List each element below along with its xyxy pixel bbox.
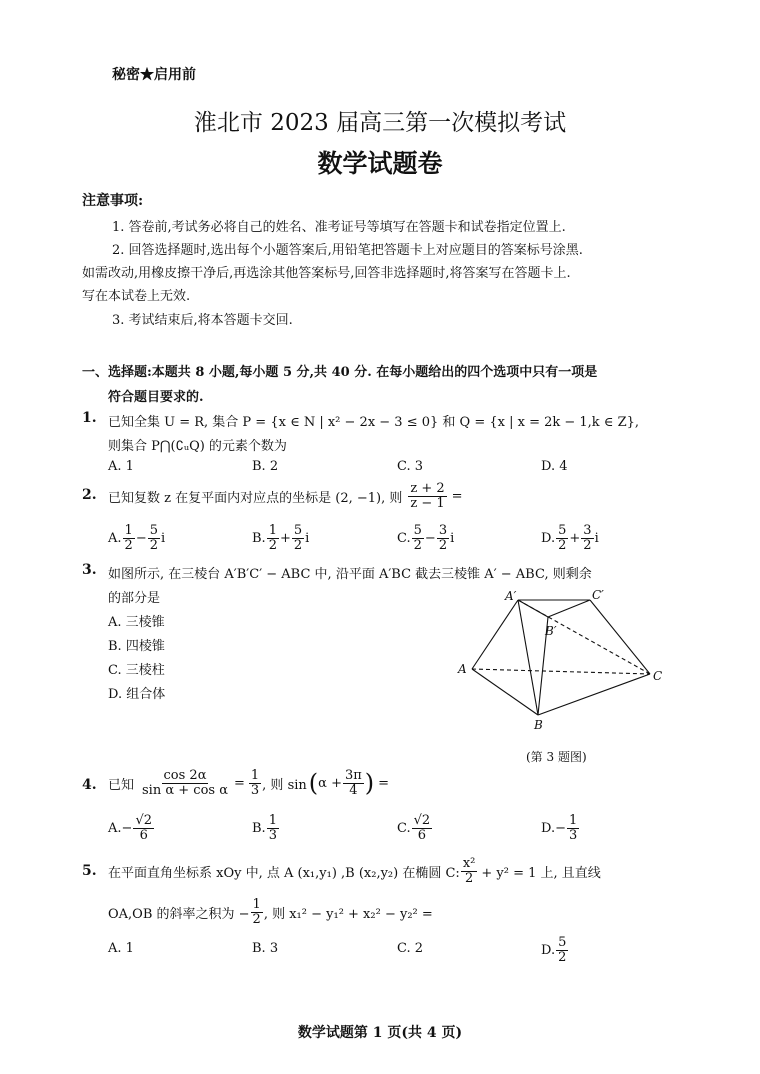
question-3-number: 3. [82, 562, 97, 578]
option-label: D. [541, 530, 556, 546]
fraction [556, 936, 568, 964]
fraction [140, 769, 230, 797]
fraction-denominator: z − 1 [410, 495, 445, 511]
imaginary-unit: i [305, 530, 310, 546]
question-5-option-b: B. 3 [252, 941, 279, 956]
vertex-label-c1: C′ [592, 588, 604, 602]
question-2-number: 2. [82, 487, 97, 503]
vertex-label-b: B [534, 718, 543, 732]
edge-c1-c [590, 600, 650, 674]
equals-sign: = [451, 488, 463, 504]
question-2-stem: 已知复数 z 在复平面内对应点的坐标是 (2, −1), 则 [108, 490, 403, 506]
fraction-numerator: 1 [268, 522, 277, 538]
question-5-stem-line2: OA,OB 的斜率之积为 − [108, 906, 250, 922]
fraction [267, 814, 279, 842]
fraction-denominator: 2 [413, 537, 422, 553]
fraction-numerator: 1 [250, 767, 260, 783]
option-label: C. [397, 820, 411, 836]
notice-item-2-line3: 写在本试卷上无效. [82, 289, 191, 304]
fraction [292, 524, 304, 552]
question-3-text-line1: 如图所示, 在三棱台 A′B′C′ − ABC 中, 沿平面 A′BC 截去三棱锥 A′ − ABC, 则剩余 [108, 567, 592, 582]
fraction-denominator: 2 [464, 870, 474, 886]
question-3-option-a: A. 三棱锥 [108, 615, 165, 630]
question-5-stem-end: + y² = 1 上, 且直线 [481, 865, 601, 881]
fraction-numerator: 3π [344, 767, 362, 783]
question-2-option-b [252, 520, 309, 556]
question-3-text-line2: 的部分是 [108, 591, 161, 606]
operator: + [279, 530, 291, 546]
fraction-denominator: 2 [438, 537, 448, 553]
notice-item-3: 3. 考试结束后,将本答题卡交回. [112, 313, 293, 328]
question-3-option-d: D. 组合体 [108, 687, 166, 702]
question-4-stem: 已知 [108, 777, 135, 793]
edge-a-c [472, 669, 650, 674]
notice-item-1: 1. 答卷前,考试务必将自己的姓名、准考证号等填写在答题卡和试卷指定位置上. [112, 220, 566, 235]
section-heading-line1: 一、选择题:本题共 8 小题,每小题 5 分,共 40 分. 在每小题给出的四个选项中只有一项是 [82, 365, 598, 380]
fraction-numerator: 5 [558, 934, 567, 950]
fraction-numerator: 1 [252, 896, 261, 912]
fraction-denominator: 2 [583, 537, 592, 553]
fraction-numerator: 5 [558, 522, 567, 538]
fraction-denominator: 6 [139, 827, 148, 843]
equals-sign: = [378, 775, 390, 791]
fraction-numerator: 3 [438, 522, 448, 538]
fraction [567, 814, 579, 842]
question-5-stem: 在平面直角坐标系 xOy 中, 点 A (x₁,y₁) ,B (x₂,y₂) 在椭圆 C: [108, 865, 460, 881]
question-3-option-b: B. 四棱锥 [108, 639, 165, 654]
fraction [461, 857, 478, 885]
fraction [343, 769, 364, 797]
vertex-label-a: A [458, 662, 467, 676]
section-heading-line2: 符合题目要求的. [108, 390, 204, 405]
question-5-option-d [541, 930, 569, 970]
fraction-numerator: x² [462, 855, 476, 871]
vertex-label-a1: A′ [505, 589, 517, 603]
question-5-option-a: A. 1 [108, 941, 134, 956]
imaginary-unit: i [450, 530, 455, 546]
fraction-numerator: 1 [569, 812, 578, 828]
fraction [267, 524, 279, 552]
edge-a1-a [472, 600, 518, 669]
fraction-denominator: 2 [293, 537, 303, 553]
question-1-option-b: B. 2 [252, 459, 279, 474]
fraction-denominator: 2 [558, 949, 567, 965]
fraction [412, 814, 433, 842]
frustum-figure [450, 585, 680, 735]
question-4-option-c [397, 808, 433, 848]
edge-b1-c1 [548, 600, 590, 617]
page-footer: 数学试题第 1 页(共 4 页) [297, 1025, 463, 1041]
option-label: A. [108, 820, 122, 836]
fraction-numerator: √2 [413, 812, 431, 828]
option-label: C. [397, 530, 411, 546]
option-label: B. [252, 530, 266, 546]
question-5-stem-line2-end: , 则 x₁² − y₁² + x₂² − y₂² = [263, 906, 433, 922]
question-4-text [108, 762, 389, 804]
sign: − [555, 820, 566, 836]
operator: − [424, 530, 436, 546]
fraction-denominator: 2 [268, 537, 277, 553]
fraction-denominator: 2 [252, 911, 261, 927]
question-4-option-a [108, 808, 155, 848]
question-4-mid-text: , 则 sin [262, 777, 307, 793]
fraction-denominator: 2 [558, 537, 567, 553]
edge-b-c [538, 674, 650, 715]
fraction-denominator: 3 [250, 782, 260, 798]
question-3-option-c: C. 三棱柱 [108, 663, 165, 678]
option-label: D. [541, 820, 556, 836]
fraction-numerator: 5 [293, 522, 303, 538]
option-label: B. [252, 820, 266, 836]
question-5-text-line1 [108, 851, 601, 891]
question-2-option-a [108, 520, 165, 556]
edge-a1-c-cut [518, 600, 650, 674]
imaginary-unit: i [161, 530, 166, 546]
exam-title: 淮北市 2023 届高三第一次模拟考试 [193, 110, 567, 136]
fraction-numerator: √2 [135, 812, 152, 828]
question-1-option-a: A. 1 [108, 459, 134, 474]
fraction-denominator: 6 [417, 827, 427, 843]
vertex-label-c: C [653, 669, 663, 683]
fraction-denominator: 4 [349, 782, 358, 798]
paren-open: ( [308, 769, 319, 797]
fraction [123, 524, 135, 552]
question-1-option-c: C. 3 [397, 459, 424, 474]
notice-heading: 注意事项: [82, 193, 144, 209]
vertex-label-b1: B′ [545, 624, 557, 638]
question-5-text-line2 [108, 892, 433, 932]
question-5-option-c: C. 2 [397, 941, 424, 956]
question-2-option-d [541, 520, 599, 556]
equals-sign: = [233, 775, 245, 791]
paper-title: 数学试题卷 [317, 149, 443, 178]
fraction-denominator: 2 [149, 537, 158, 553]
question-1-option-d: D. 4 [541, 459, 568, 474]
question-1-text-line2: 则集合 P⋂(∁ᵤQ) 的元素个数为 [108, 439, 287, 454]
figure-caption: (第 3 题图) [526, 750, 587, 764]
notice-item-2-line1: 2. 回答选择题时,选出每个小题答案后,用铅笔把答题卡上对应题目的答案标号涂黑. [112, 243, 583, 258]
question-1-text-line1: 已知全集 U = R, 集合 P = {x ∈ N | x² − 2x − 3 ≤ 0} 和 Q = {x | x = 2k − 1,k ∈ Z}, [108, 415, 640, 430]
question-5-number: 5. [82, 863, 97, 879]
confidential-mark: 秘密★启用前 [112, 67, 196, 83]
edge-a-b [472, 669, 538, 715]
fraction [148, 524, 160, 552]
question-1-number: 1. [82, 410, 97, 426]
fraction [556, 524, 568, 552]
operator: − [135, 530, 147, 546]
notice-item-2-line2: 如需改动,用橡皮擦干净后,再选涂其他答案标号,回答非选择题时,将答案写在答题卡上. [82, 266, 571, 281]
fraction-numerator: 3 [583, 522, 592, 538]
angle-expression: α + [318, 775, 342, 791]
option-label: A. [108, 530, 122, 546]
fraction-numerator: cos 2α [163, 767, 207, 783]
fraction-numerator: 1 [124, 522, 133, 538]
fraction [437, 524, 449, 552]
question-2-fraction [408, 482, 446, 510]
paren-close: ) [364, 769, 375, 797]
fraction [412, 524, 424, 552]
question-4-option-b [252, 808, 280, 848]
fraction-numerator: 1 [268, 812, 277, 828]
fraction-denominator: 3 [569, 827, 578, 843]
fraction-numerator: 5 [413, 522, 422, 538]
fraction [133, 814, 154, 842]
imaginary-unit: i [594, 530, 599, 546]
fraction [249, 769, 261, 797]
fraction [251, 898, 263, 926]
option-label: D. [541, 942, 556, 958]
edge-a1-b-cut [518, 600, 538, 715]
fraction-numerator: 5 [149, 522, 158, 538]
operator: + [569, 530, 581, 546]
question-4-option-d [541, 808, 580, 848]
question-4-number: 4. [82, 777, 97, 793]
question-2-text [108, 478, 463, 514]
fraction-denominator: 3 [268, 827, 277, 843]
fraction-denominator: 2 [124, 537, 133, 553]
fraction-numerator: z + 2 [410, 480, 445, 496]
question-2-option-c [397, 520, 454, 556]
sign: − [121, 820, 133, 836]
fraction [581, 524, 593, 552]
fraction-denominator: sin α + cos α [142, 782, 228, 798]
